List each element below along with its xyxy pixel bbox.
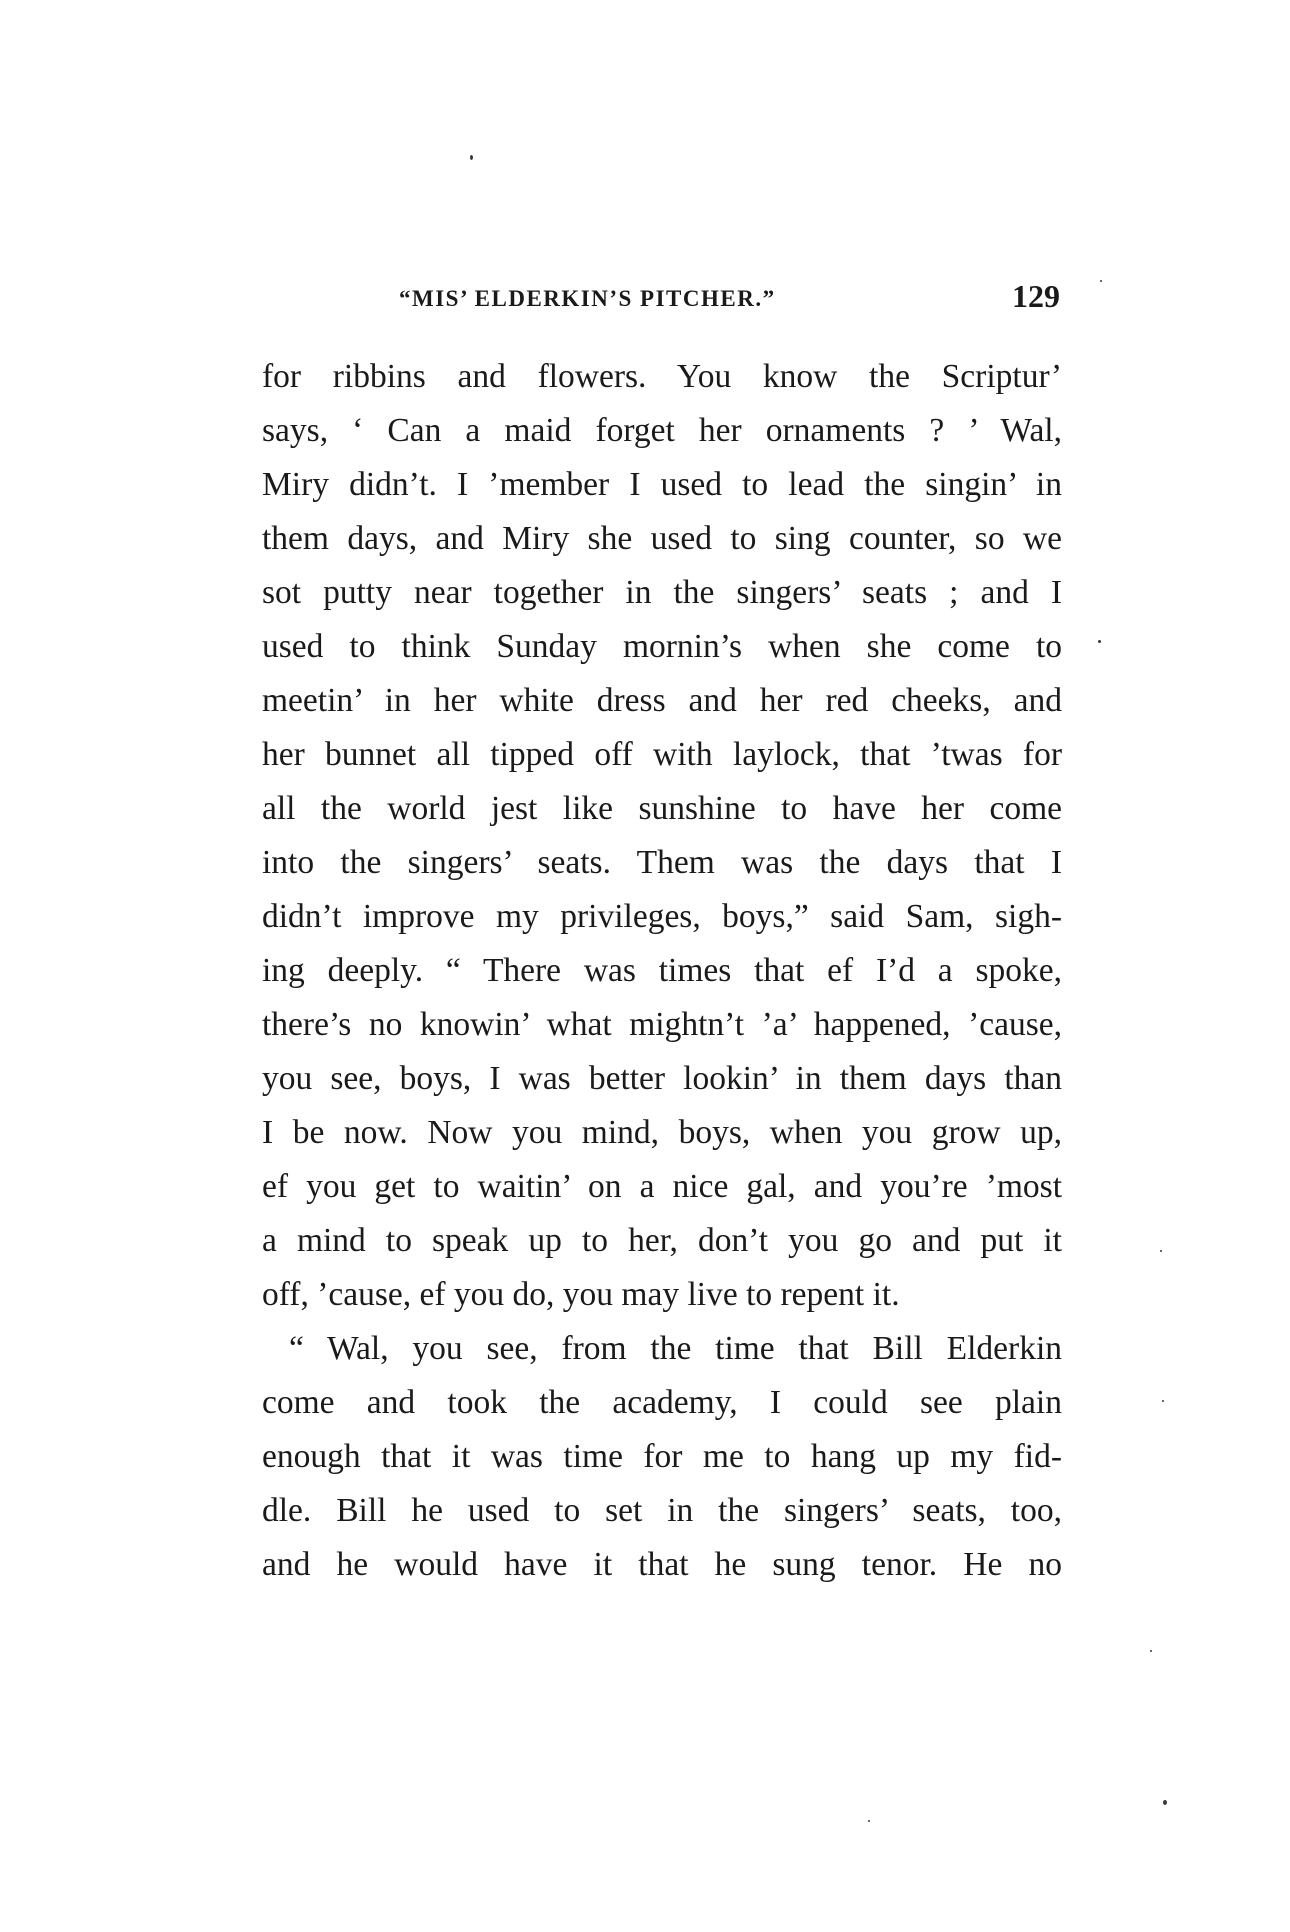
text-line: all the world jest like sunshine to have her come [262, 790, 1062, 827]
scan-speck [1162, 1400, 1164, 1402]
text-line: into the singers’ seats. Them was the days that I [262, 844, 1062, 881]
text-line: I be now. Now you mind, boys, when you grow up, [262, 1114, 1062, 1151]
running-title: “MIS’ ELDERKIN’S PITCHER.” [399, 286, 776, 311]
scan-speck [1100, 280, 1102, 282]
scan-speck [1098, 640, 1101, 643]
text-line: sot putty near together in the singers’ seats ; and I [262, 574, 1062, 611]
scan-speck [470, 155, 473, 160]
scan-speck [868, 1820, 870, 1822]
text-line: didn’t improve my privileges, boys,” said Sam, sigh- [262, 898, 1062, 935]
running-head [260, 278, 1060, 318]
text-line: and he would have it that he sung tenor. He no [262, 1546, 1062, 1583]
text-line: them days, and Miry she used to sing counter, so we [262, 520, 1062, 557]
text-line: there’s no knowin’ what mightn’t ’a’ happened, ’cause, [262, 1006, 1062, 1043]
text-line: dle. Bill he used to set in the singers’ seats, too, [262, 1492, 1062, 1529]
text-line: meetin’ in her white dress and her red cheeks, and [262, 682, 1062, 719]
scan-speck [1163, 1800, 1167, 1805]
page-number: 129 [1012, 278, 1060, 314]
text-line: Miry didn’t. I ’member I used to lead the singin’ in [262, 466, 1062, 503]
text-line: you see, boys, I was better lookin’ in them days than [262, 1060, 1062, 1097]
text-line: for ribbins and flowers. You know the Scriptur’ [262, 358, 1062, 395]
text-line: a mind to speak up to her, don’t you go and put it [262, 1222, 1062, 1259]
text-line: enough that it was time for me to hang up my fid- [262, 1438, 1062, 1475]
text-line: come and took the academy, I could see plain [262, 1384, 1062, 1421]
text-line: says, ‘ Can a maid forget her ornaments ? ’ Wal, [262, 412, 1062, 449]
text-line: her bunnet all tipped off with laylock, that ’twas for [262, 736, 1062, 773]
text-line: used to think Sunday mornin’s when she come to [262, 628, 1062, 665]
text-line: ing deeply. “ There was times that ef I’d a spoke, [262, 952, 1062, 989]
text-line: ef you get to waitin’ on a nice gal, and you’re ’most [262, 1168, 1062, 1205]
scan-speck [1160, 1250, 1162, 1252]
scan-speck [1150, 1650, 1152, 1652]
text-line: off, ’cause, ef you do, you may live to repent it. [262, 1276, 900, 1313]
text-line: “ Wal, you see, from the time that Bill Elderkin [289, 1330, 1062, 1367]
body-text [262, 350, 1062, 1592]
